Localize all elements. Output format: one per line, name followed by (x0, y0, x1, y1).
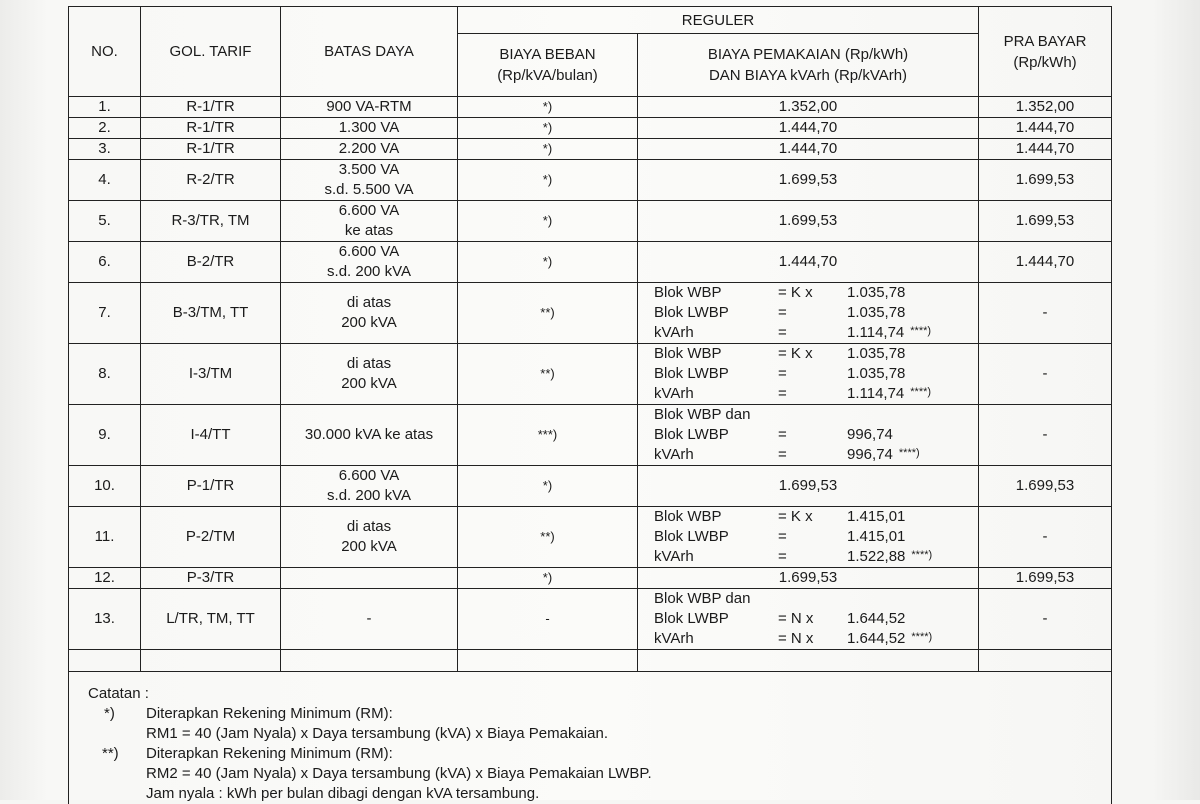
blok-label: Blok WBP dan (654, 590, 751, 607)
table-row (69, 201, 1112, 242)
footnote-marker: ****) (910, 325, 932, 337)
blok-line (638, 507, 978, 527)
table-row (69, 139, 1112, 160)
cell-batas-daya (281, 507, 458, 568)
blok-line (638, 629, 978, 649)
header-pra-bayar-line1: PRA BAYAR (1003, 32, 1087, 50)
blok-line (638, 303, 978, 323)
blok-tariff-list (638, 344, 978, 404)
blok-value: 1.644,52 (847, 630, 906, 647)
blok-value-group (847, 629, 932, 649)
cell-pra-bayar: - (979, 405, 1112, 466)
cell-no: 11. (69, 507, 141, 568)
blok-value: 1.415,01 (847, 508, 906, 525)
cell-pra-bayar: - (979, 344, 1112, 405)
cell-gol-tarif: B-2/TR (141, 242, 281, 283)
blok-label: Blok LWBP (654, 304, 729, 321)
header-pra-bayar (979, 7, 1112, 97)
cell-gol-tarif: R-3/TR, TM (141, 201, 281, 242)
batas-daya-line: di atas (346, 518, 392, 535)
blok-tariff-list (638, 589, 978, 649)
blok-line (638, 445, 978, 465)
header-gol-tarif: GOL. TARIF (141, 7, 281, 97)
cell-batas-daya (281, 405, 458, 466)
cell-biaya-pemakaian (638, 344, 979, 405)
blok-multiplier: = (778, 304, 787, 321)
cell-pra-bayar: 1.699,53 (979, 568, 1112, 589)
blok-value-group (847, 547, 932, 567)
batas-daya-line: di atas (346, 355, 392, 372)
cell-batas-daya (281, 97, 458, 118)
blok-value: 996,74 (847, 426, 893, 443)
blok-tariff-list (638, 507, 978, 567)
blok-value: 1.035,78 (847, 345, 906, 362)
cell-biaya-pemakaian: 1.699,53 (638, 466, 979, 507)
blok-line (638, 283, 978, 303)
batas-daya-line: - (366, 610, 372, 627)
cell-biaya-pemakaian (638, 589, 979, 650)
cell-gol-tarif: R-1/TR (141, 139, 281, 160)
cell-biaya-beban: *) (458, 160, 638, 201)
cell-gol-tarif: P-2/TM (141, 507, 281, 568)
blok-multiplier: = K x (778, 345, 813, 362)
header-biaya-pemakaian (638, 34, 979, 97)
cell-no: 5. (69, 201, 141, 242)
batas-daya-line: 1.300 VA (338, 119, 400, 136)
cell-biaya-beban: ***) (458, 405, 638, 466)
blok-value: 996,74 (847, 446, 893, 463)
table-row (69, 242, 1112, 283)
note1-mark: *) (104, 705, 115, 722)
blok-multiplier: = (778, 385, 787, 402)
batas-daya-line: 2.200 VA (338, 140, 400, 157)
batas-daya-line: 200 kVA (341, 375, 397, 392)
footnote-marker: ****) (911, 631, 933, 643)
blok-line (638, 344, 978, 364)
cell-batas-daya (281, 139, 458, 160)
table-row (69, 160, 1112, 201)
header-biaya-beban-line2: (Rp/kVA/bulan) (497, 67, 598, 84)
blok-value-group (847, 445, 920, 465)
cell-biaya-beban: **) (458, 344, 638, 405)
cell-no: 3. (69, 139, 141, 160)
batas-daya-line: 6.600 VA (338, 202, 400, 219)
header-biaya-pemakaian-line2: DAN BIAYA kVArh (Rp/kVArh) (708, 67, 908, 84)
batas-daya-line: 6.600 VA (338, 243, 400, 260)
blok-multiplier: = (778, 528, 787, 545)
table-row (69, 507, 1112, 568)
blok-line (638, 364, 978, 384)
table-row (69, 466, 1112, 507)
cell-gol-tarif: R-1/TR (141, 118, 281, 139)
cell-pra-bayar: - (979, 589, 1112, 650)
cell-biaya-pemakaian: 1.699,53 (638, 160, 979, 201)
cell-biaya-beban: *) (458, 118, 638, 139)
blok-label: Blok WBP dan (654, 406, 751, 423)
note2-line1: Diterapkan Rekening Minimum (RM): (146, 745, 393, 762)
cell-gol-tarif: P-3/TR (141, 568, 281, 589)
cell-pra-bayar: 1.699,53 (979, 160, 1112, 201)
blok-label: kVArh (654, 630, 694, 647)
batas-daya-line: 6.600 VA (338, 467, 400, 484)
cell-biaya-pemakaian: 1.444,70 (638, 139, 979, 160)
cell-biaya-beban: *) (458, 97, 638, 118)
table-row (69, 283, 1112, 344)
cell-gol-tarif: I-4/TT (141, 405, 281, 466)
batas-daya-line: s.d. 5.500 VA (324, 181, 414, 198)
cell-biaya-pemakaian: 1.444,70 (638, 242, 979, 283)
cell-biaya-beban: - (458, 589, 638, 650)
blok-line (638, 589, 978, 609)
cell-batas-daya (281, 466, 458, 507)
footnote-marker: ****) (911, 549, 933, 561)
header-no: NO. (69, 7, 141, 97)
cell-biaya-pemakaian: 1.352,00 (638, 97, 979, 118)
batas-daya-line: 200 kVA (341, 538, 397, 555)
cell-biaya-pemakaian (638, 283, 979, 344)
cell-no: 9. (69, 405, 141, 466)
blok-value: 1.035,78 (847, 284, 906, 301)
cell-pra-bayar: - (979, 283, 1112, 344)
blok-value-group (847, 323, 931, 343)
cell-batas-daya (281, 589, 458, 650)
cell-no: 13. (69, 589, 141, 650)
table-row (69, 118, 1112, 139)
blok-line (638, 609, 978, 629)
blok-multiplier: = K x (778, 508, 813, 525)
cell-gol-tarif: P-1/TR (141, 466, 281, 507)
batas-daya-line: di atas (346, 294, 392, 311)
cell-pra-bayar: 1.699,53 (979, 201, 1112, 242)
cell-pra-bayar: - (979, 507, 1112, 568)
notes-section (68, 664, 1112, 804)
blok-label: Blok WBP (654, 508, 722, 525)
cell-pra-bayar: 1.444,70 (979, 242, 1112, 283)
header-batas-daya: BATAS DAYA (281, 7, 458, 97)
blok-multiplier: = K x (778, 284, 813, 301)
blok-line (638, 323, 978, 343)
table-row (69, 405, 1112, 466)
blok-label: Blok LWBP (654, 365, 729, 382)
cell-no: 2. (69, 118, 141, 139)
blok-multiplier: = N x (778, 610, 814, 627)
table-row (69, 97, 1112, 118)
cell-biaya-pemakaian (638, 507, 979, 568)
cell-biaya-beban: **) (458, 283, 638, 344)
blok-line (638, 384, 978, 404)
batas-daya-line: ke atas (344, 222, 394, 239)
blok-label: kVArh (654, 385, 694, 402)
batas-daya-line: 200 kVA (341, 314, 397, 331)
cell-gol-tarif: R-2/TR (141, 160, 281, 201)
cell-biaya-beban: *) (458, 139, 638, 160)
cell-biaya-beban: **) (458, 507, 638, 568)
cell-biaya-pemakaian: 1.699,53 (638, 201, 979, 242)
header-biaya-beban-line1: BIAYA BEBAN (499, 46, 596, 63)
cell-batas-daya (281, 242, 458, 283)
blok-label: Blok WBP (654, 345, 722, 362)
note2-line2: RM2 = 40 (Jam Nyala) x Daya tersambung (kVA) x Biaya Pemakaian LWBP. (146, 765, 652, 782)
cell-no: 6. (69, 242, 141, 283)
cell-biaya-beban: *) (458, 242, 638, 283)
blok-multiplier: = (778, 324, 787, 341)
batas-daya-line: 30.000 kVA ke atas (304, 426, 434, 443)
header-biaya-beban (458, 34, 638, 97)
batas-daya-line: 900 VA-RTM (326, 98, 412, 115)
cell-gol-tarif: I-3/TM (141, 344, 281, 405)
blok-multiplier: = (778, 548, 787, 565)
cell-batas-daya (281, 344, 458, 405)
header-reguler: REGULER (458, 7, 979, 34)
cell-batas-daya (281, 201, 458, 242)
blok-multiplier: = N x (778, 630, 814, 647)
cell-no: 1. (69, 97, 141, 118)
batas-daya-line: s.d. 200 kVA (327, 487, 411, 504)
blok-value-group (847, 384, 931, 404)
cell-gol-tarif: L/TR, TM, TT (141, 589, 281, 650)
table-row (69, 568, 1112, 589)
note1-line1: Diterapkan Rekening Minimum (RM): (146, 705, 393, 722)
note2-line3: Jam nyala : kWh per bulan dibagi dengan kVA tersambung. (146, 785, 540, 802)
blok-value: 1.114,74 (847, 324, 905, 341)
cell-gol-tarif: R-1/TR (141, 97, 281, 118)
blok-label: Blok LWBP (654, 528, 729, 545)
cell-pra-bayar: 1.444,70 (979, 118, 1112, 139)
cell-pra-bayar: 1.444,70 (979, 139, 1112, 160)
blok-label: kVArh (654, 446, 694, 463)
table-row (69, 344, 1112, 405)
blok-label: Blok LWBP (654, 610, 729, 627)
blok-label: Blok WBP (654, 284, 722, 301)
blok-label: Blok LWBP (654, 426, 729, 443)
blok-tariff-list (638, 405, 978, 465)
blok-line (638, 405, 978, 425)
cell-biaya-pemakaian: 1.699,53 (638, 568, 979, 589)
cell-biaya-beban: *) (458, 466, 638, 507)
cell-batas-daya (281, 568, 458, 589)
tariff-table (68, 6, 1112, 672)
cell-no: 7. (69, 283, 141, 344)
blok-value: 1.114,74 (847, 385, 905, 402)
table-row (69, 589, 1112, 650)
tariff-body (69, 97, 1112, 650)
blok-tariff-list (638, 283, 978, 343)
blok-multiplier: = (778, 446, 787, 463)
cell-batas-daya (281, 118, 458, 139)
footnote-marker: ****) (910, 386, 932, 398)
cell-no: 4. (69, 160, 141, 201)
blok-label: kVArh (654, 548, 694, 565)
cell-no: 10. (69, 466, 141, 507)
blok-line (638, 425, 978, 445)
cell-pra-bayar: 1.699,53 (979, 466, 1112, 507)
header-biaya-pemakaian-line1: BIAYA PEMAKAIAN (Rp/kWh) (707, 46, 909, 63)
header-pra-bayar-line2: (Rp/kWh) (1013, 53, 1077, 71)
cell-biaya-pemakaian: 1.444,70 (638, 118, 979, 139)
blok-value: 1.035,78 (847, 304, 906, 321)
blok-value: 1.644,52 (847, 610, 906, 627)
blok-value: 1.522,88 (847, 548, 906, 565)
notes-title: Catatan : (88, 685, 149, 702)
blok-multiplier: = (778, 365, 787, 382)
blok-value: 1.415,01 (847, 528, 906, 545)
footnote-marker: ****) (898, 447, 920, 459)
blok-multiplier: = (778, 426, 787, 443)
blok-line (638, 527, 978, 547)
batas-daya-line: s.d. 200 kVA (327, 263, 411, 280)
cell-no: 12. (69, 568, 141, 589)
cell-no: 8. (69, 344, 141, 405)
blok-label: kVArh (654, 324, 694, 341)
cell-pra-bayar: 1.352,00 (979, 97, 1112, 118)
cell-biaya-beban: *) (458, 201, 638, 242)
batas-daya-line: 3.500 VA (338, 161, 400, 178)
cell-biaya-beban: *) (458, 568, 638, 589)
cell-batas-daya (281, 160, 458, 201)
blok-value: 1.035,78 (847, 365, 906, 382)
cell-gol-tarif: B-3/TM, TT (141, 283, 281, 344)
note2-mark: **) (102, 745, 119, 762)
note1-line2: RM1 = 40 (Jam Nyala) x Daya tersambung (kVA) x Biaya Pemakaian. (146, 725, 608, 742)
blok-line (638, 547, 978, 567)
cell-biaya-pemakaian (638, 405, 979, 466)
cell-batas-daya (281, 283, 458, 344)
